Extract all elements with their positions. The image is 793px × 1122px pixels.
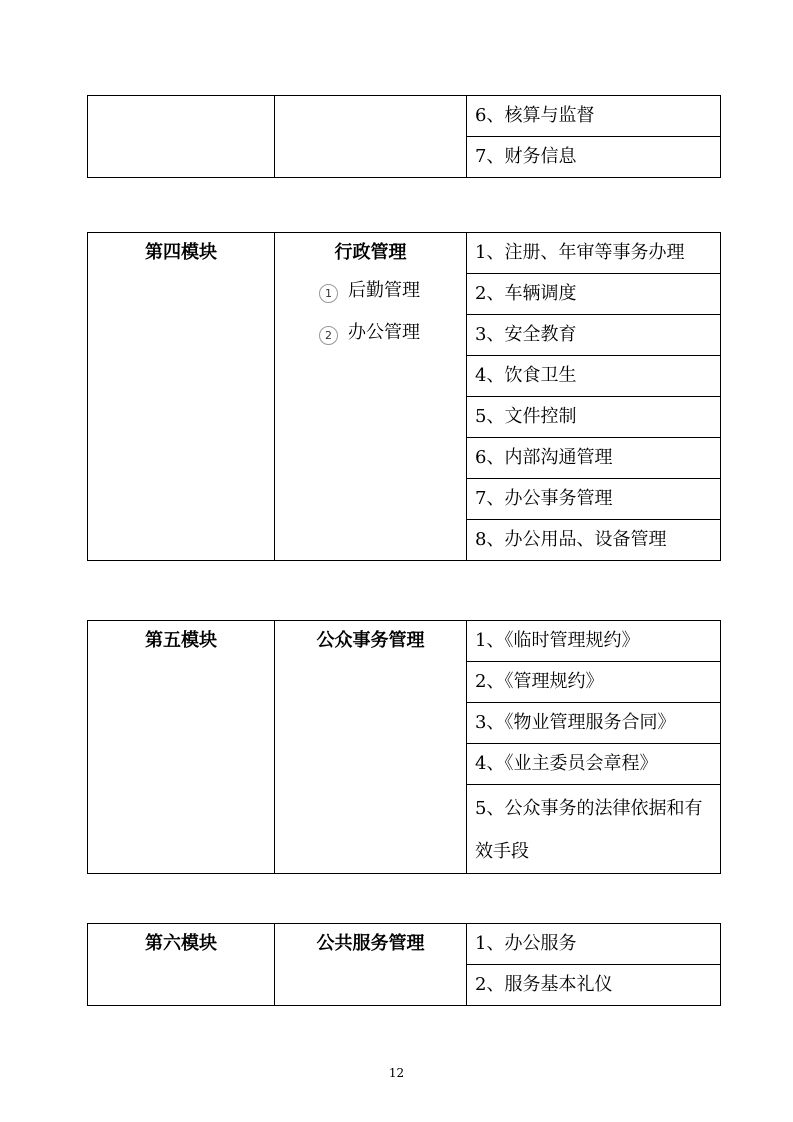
content-item: 1、《临时管理规约》 [467,621,721,662]
module-name: 第五模块 [88,621,275,874]
sub-topic-item [319,282,466,324]
circled-number-icon: 1 [319,284,338,303]
content-item: 1、注册、年审等事务办理 [467,233,721,274]
module-title: 公共服务管理 [275,924,467,1006]
content-item: 2、《管理规约》 [467,662,721,703]
sub-topic-label: 后勤管理 [348,280,420,301]
content-item: 6、核算与监督 [467,96,721,137]
content-item: 5、公众事务的法律依据和有效手段 [467,785,721,874]
sub-topic-label: 办公管理 [348,322,420,343]
module-title: 行政管理 [334,242,407,263]
circled-number-icon: 2 [319,326,338,345]
module-name-cell [88,96,275,178]
module-name: 第四模块 [88,233,275,561]
content-item: 1、办公服务 [467,924,721,965]
module-table-5 [87,620,721,874]
content-item: 3、安全教育 [467,315,721,356]
content-item: 2、服务基本礼仪 [467,965,721,1006]
module-name: 第六模块 [88,924,275,1006]
content-item: 4、《业主委员会章程》 [467,744,721,785]
module-table-4 [87,232,721,561]
content-item: 5、文件控制 [467,397,721,438]
module-title-cell [275,233,467,561]
content-item: 2、车辆调度 [467,274,721,315]
content-item: 7、财务信息 [467,137,721,178]
content-item: 8、办公用品、设备管理 [467,520,721,561]
sub-topic-list [319,282,466,366]
content-item: 7、办公事务管理 [467,479,721,520]
module-table-6 [87,923,721,1006]
content-item: 4、饮食卫生 [467,356,721,397]
content-item: 6、内部沟通管理 [467,438,721,479]
module-title: 公众事务管理 [275,621,467,874]
page-number: 12 [388,1066,405,1080]
module-table-continued [87,95,721,178]
module-title-cell [275,96,467,178]
sub-topic-item [319,324,466,366]
content-item: 3、《物业管理服务合同》 [467,703,721,744]
